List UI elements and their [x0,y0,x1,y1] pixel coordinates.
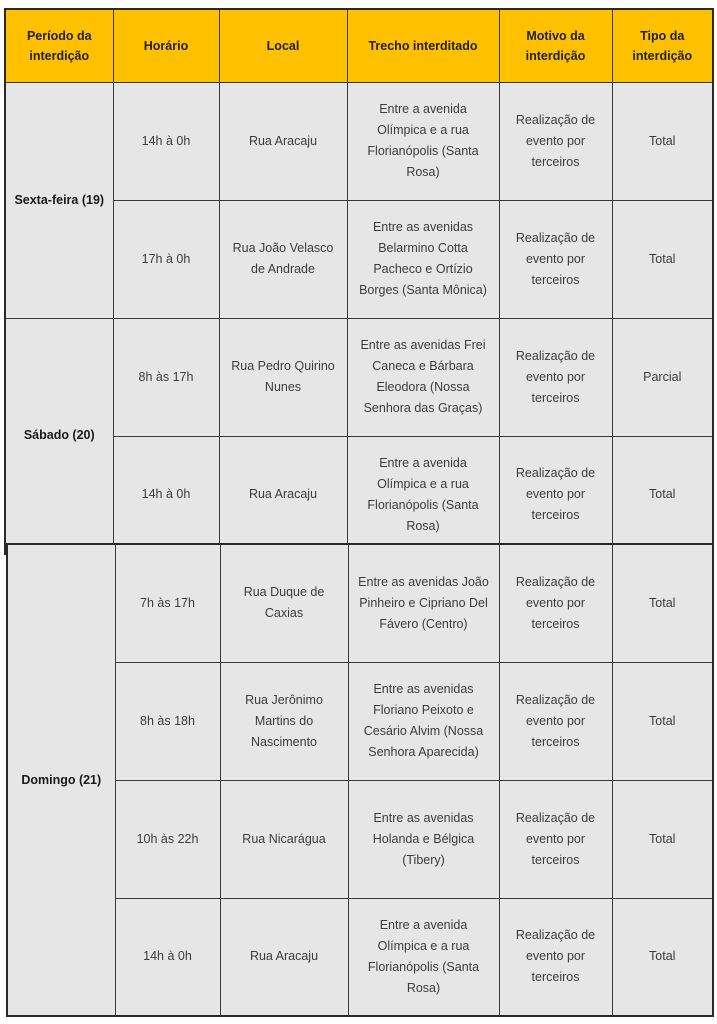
trecho-cell: Entre a avenida Olímpica e a rua Florianópolis (Santa Rosa) [347,82,499,200]
header-row [5,9,713,82]
motivo-cell: Realização de evento por terceiros [499,200,612,318]
local-cell: Rua Aracaju [220,898,348,1016]
interdictions-table-top [4,8,714,555]
local-cell: Rua Nicarágua [220,780,348,898]
trecho-cell: Entre as avenidas Holanda e Bélgica (Tibery) [348,780,499,898]
local-cell: Rua Duque de Caxias [220,544,348,662]
period-cell: Sábado (20) [5,318,113,554]
horario-cell: 8h às 17h [113,318,219,436]
table-row [5,82,713,200]
trecho-cell: Entre as avenidas Belarmino Cotta Pacheco e Ortízio Borges (Santa Mônica) [347,200,499,318]
tipo-cell: Total [612,82,713,200]
local-cell: Rua Jerônimo Martins do Nascimento [220,662,348,780]
motivo-cell: Realização de evento por terceiros [499,318,612,436]
tipo-cell: Total [612,898,713,1016]
trecho-cell: Entre as avenidas Frei Caneca e Bárbara Eleodora (Nossa Senhora das Graças) [347,318,499,436]
horario-cell: 17h à 0h [113,200,219,318]
header-periodo: Período da interdição [5,9,113,82]
trecho-cell: Entre a avenida Olímpica e a rua Florianópolis (Santa Rosa) [347,436,499,554]
header-motivo: Motivo da interdição [499,9,612,82]
motivo-cell: Realização de evento por terceiros [499,898,612,1016]
trecho-cell: Entre a avenida Olímpica e a rua Florianópolis (Santa Rosa) [348,898,499,1016]
table-row [7,544,713,662]
motivo-cell: Realização de evento por terceiros [499,662,612,780]
horario-cell: 10h às 22h [115,780,220,898]
horario-cell: 8h às 18h [115,662,220,780]
horario-cell: 14h à 0h [113,436,219,554]
trecho-cell: Entre as avenidas João Pinheiro e Cipriano Del Fávero (Centro) [348,544,499,662]
tipo-cell: Total [612,780,713,898]
local-cell: Rua Pedro Quirino Nunes [219,318,347,436]
header-local: Local [219,9,347,82]
motivo-cell: Realização de evento por terceiros [499,436,612,554]
horario-cell: 14h à 0h [115,898,220,1016]
period-cell: Domingo (21) [7,544,115,1016]
header-trecho: Trecho interditado [347,9,499,82]
tipo-cell: Total [612,662,713,780]
local-cell: Rua João Velasco de Andrade [219,200,347,318]
table-row [5,318,713,436]
tipo-cell: Total [612,436,713,554]
motivo-cell: Realização de evento por terceiros [499,82,612,200]
horario-cell: 7h às 17h [115,544,220,662]
motivo-cell: Realização de evento por terceiros [499,544,612,662]
local-cell: Rua Aracaju [219,82,347,200]
tipo-cell: Parcial [612,318,713,436]
local-cell: Rua Aracaju [219,436,347,554]
tipo-cell: Total [612,200,713,318]
header-tipo: Tipo da interdição [612,9,713,82]
period-cell: Sexta-feira (19) [5,82,113,318]
header-horario: Horário [113,9,219,82]
tipo-cell: Total [612,544,713,662]
interdictions-table-bottom [6,543,714,1017]
trecho-cell: Entre as avenidas Floriano Peixoto e Cesário Alvim (Nossa Senhora Aparecida) [348,662,499,780]
horario-cell: 14h à 0h [113,82,219,200]
motivo-cell: Realização de evento por terceiros [499,780,612,898]
